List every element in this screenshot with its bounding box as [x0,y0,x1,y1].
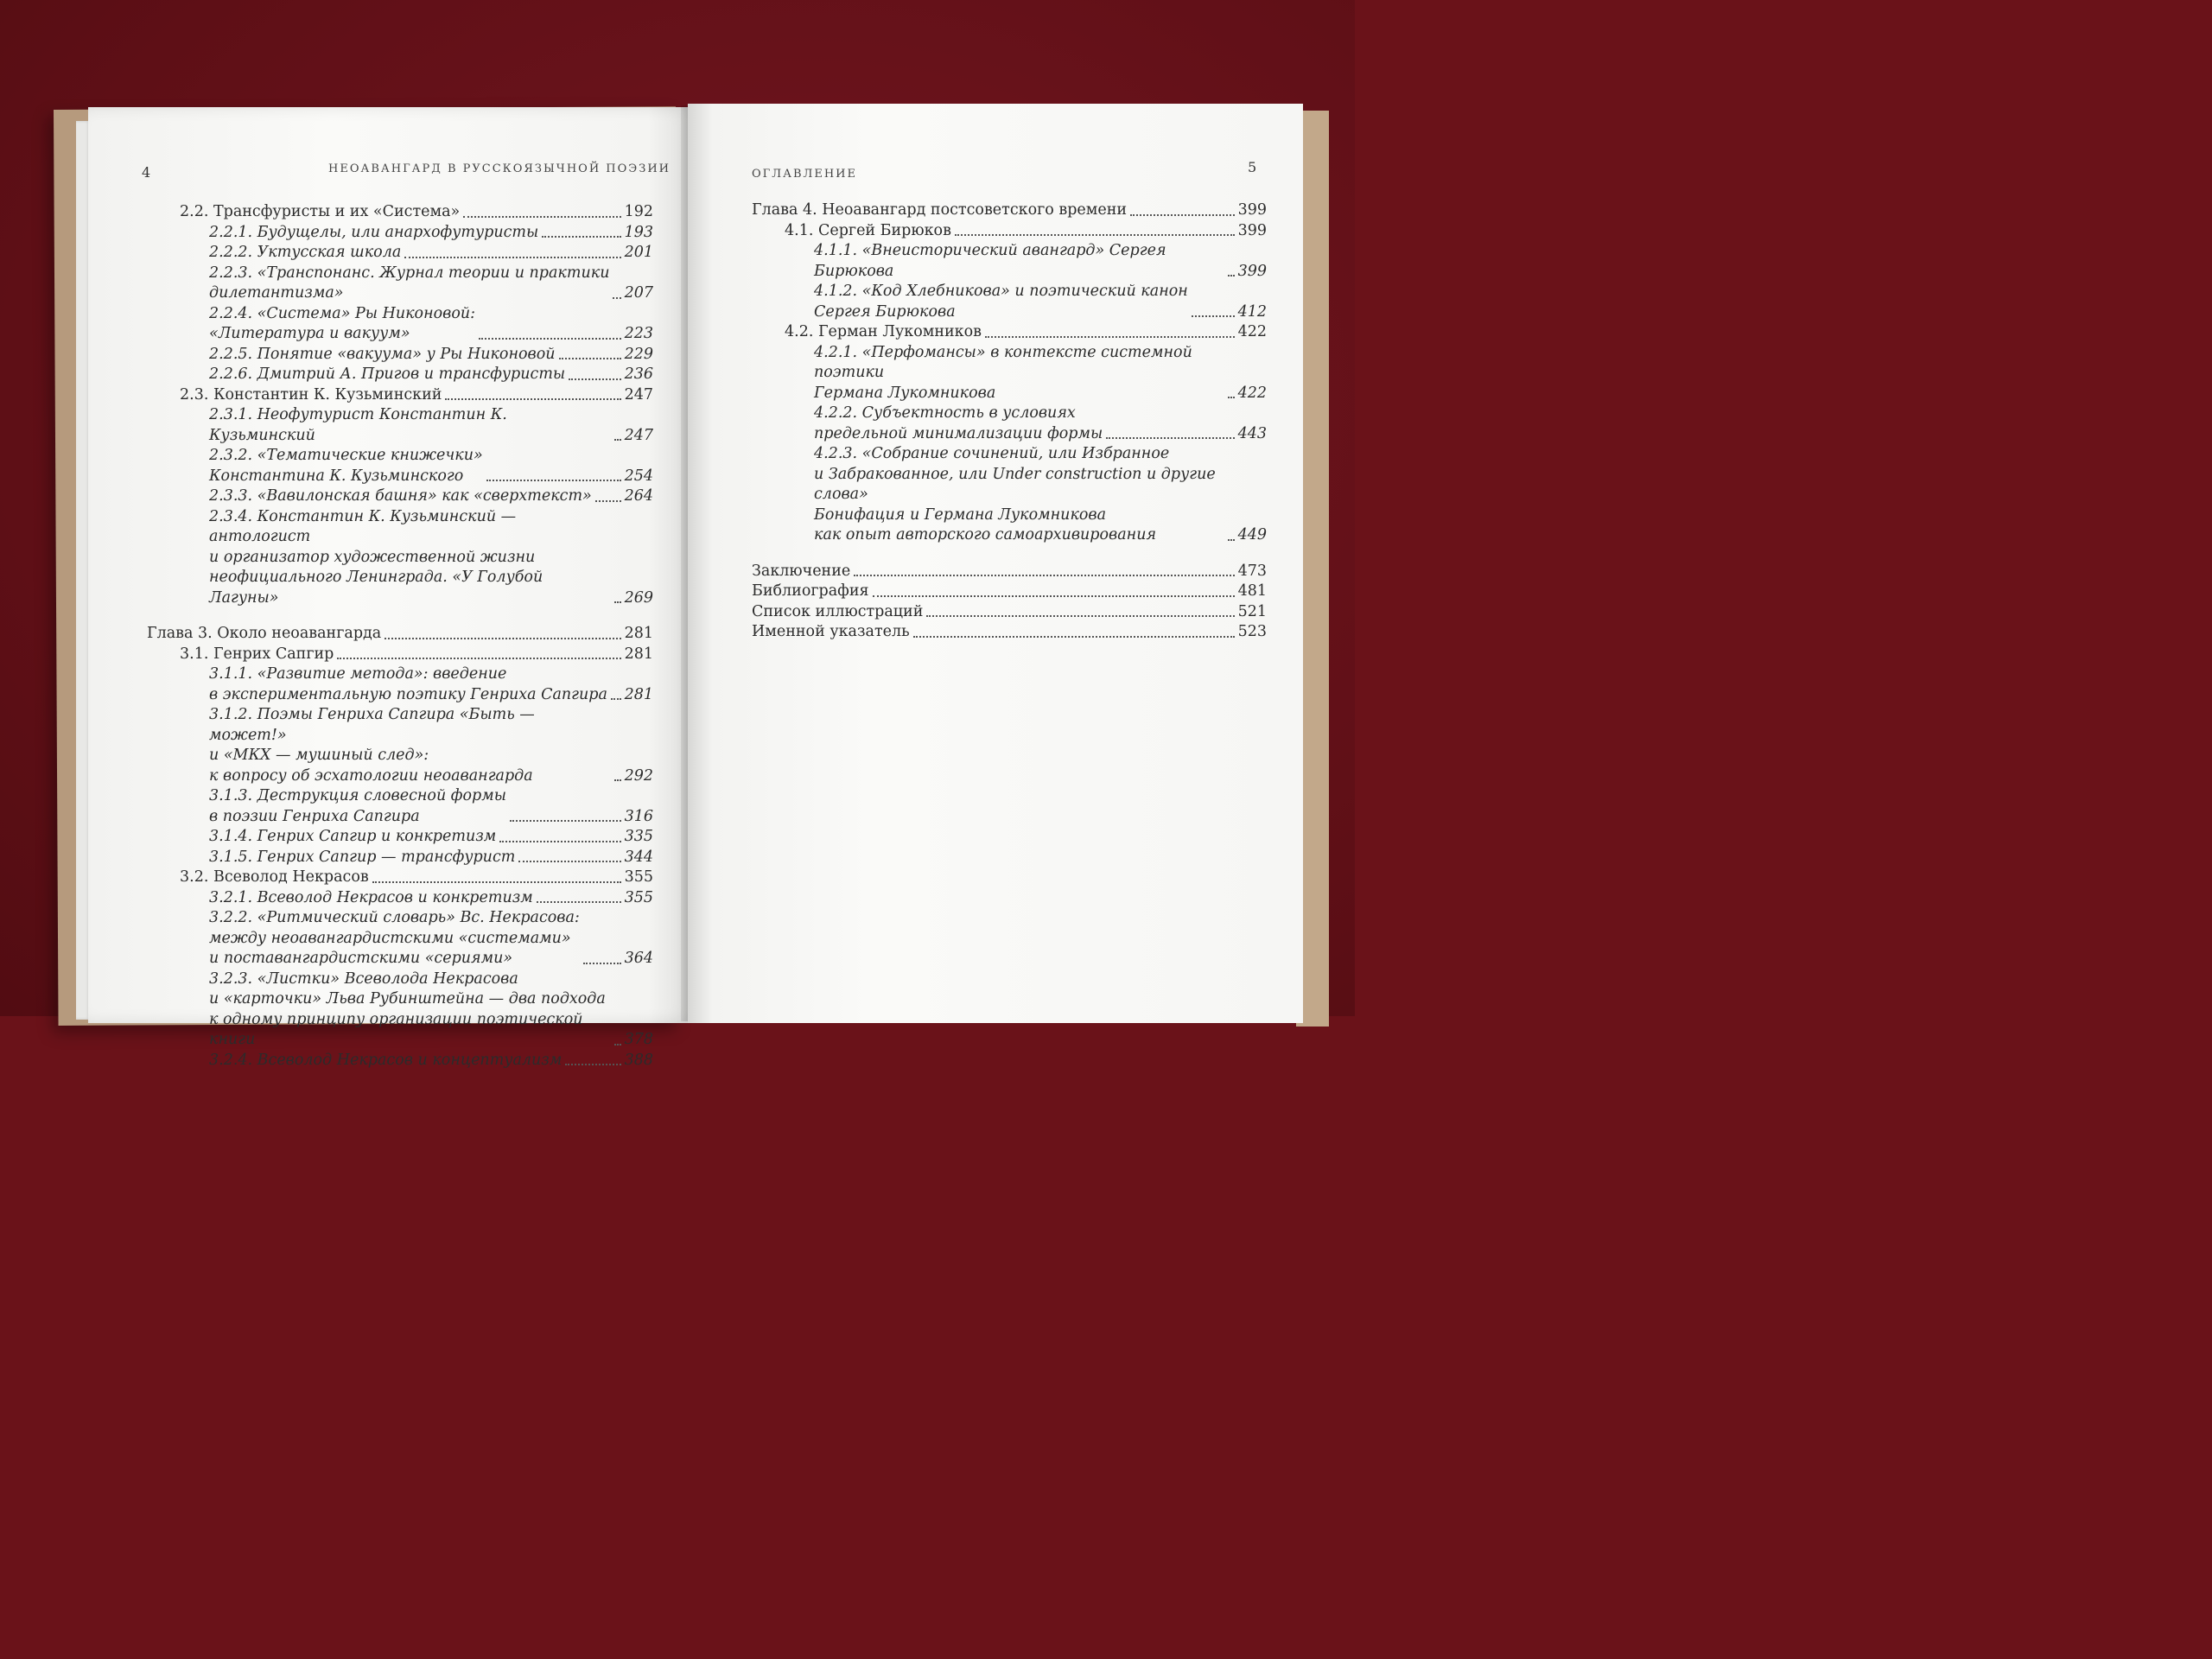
toc-entry-page: 281 [624,685,653,703]
dot-leader [1192,315,1235,317]
toc-entry [147,888,653,909]
toc-entry-page: 229 [624,345,653,363]
toc-entry [752,562,1267,582]
toc-entry [147,243,653,264]
dot-leader [583,963,621,964]
toc-entry-page: 281 [624,645,653,663]
toc-entry-title: 4.2. Герман Лукомников [785,323,982,340]
dot-leader [913,636,1235,638]
toc-entry [147,705,653,786]
toc-entry-title: 2.2.5. Понятие «вакуума» у Ры Никоновой [209,345,556,363]
dot-leader [518,861,620,862]
toc-entry [752,622,1267,643]
toc-entry [752,582,1267,602]
toc-entry-page: 344 [624,848,653,866]
toc-entry-title: 2.3.3. «Вавилонская башня» как «сверхтекст» [209,487,592,505]
dot-leader [463,216,620,218]
toc-entry-title: 2.3.4. Константин К. Кузьминский — антологист и организатор художественной жизни неофициального Ленинграда. «У Голубой Лагуны» [209,507,543,607]
toc-entry [752,404,1267,444]
toc-entry-title: 4.1.2. «Код Хлебникова» и поэтический канон Сергея Бирюкова [814,283,1188,321]
toc-entry-title: 2.3.1. Неофутурист Константин К. Кузьминский [209,406,507,444]
toc-entry-title: Библиография [752,582,869,600]
dot-leader [499,841,620,842]
toc-entry-title: Глава 4. Неоавангард постсоветского времени [752,201,1128,219]
dot-leader [873,595,1235,597]
toc-entry-page: 201 [624,244,653,261]
toc-entry-page: 399 [1237,201,1267,219]
toc-entry [147,446,653,486]
right-page [688,104,1303,1023]
toc-entry-title: 3.1.2. Поэмы Генриха Сапгира «Быть — может!» и «МКХ — мушиный след»: к вопросу об эсхатологии неоавангарда [209,706,535,785]
toc-entry-page: 193 [624,223,653,241]
toc-entry [147,624,653,645]
toc-entry [147,786,653,827]
dot-leader [595,500,621,502]
toc-entry-page: 264 [624,487,653,505]
dot-leader [614,439,621,441]
toc-entry-title: 3.1.3. Деструкция словесной формы в поэзии Генриха Сапгира [209,787,506,825]
toc-entry-title: 2.2.3. «Транспонанс. Журнал теории и практики дилетантизма» [209,264,610,302]
toc-entry [752,602,1267,623]
toc-entry-page: 422 [1237,323,1267,340]
toc-entry [752,343,1267,404]
toc-entry-title: 3.2.4. Всеволод Некрасов и концептуализм [209,1051,563,1069]
toc-entry-title: 3.2.2. «Ритмический словарь» Вс. Некрасова: между неоавангардистскими «системами» и поставангардистскими «сериями» [209,909,580,967]
toc-entry-title: 3.2.3. «Листки» Всеволода Некрасова и «карточки» Льва Рубинштейна — два подхода к одному принципу организации поэтической книги [209,969,606,1048]
toc-entry-page: 335 [624,828,653,845]
toc-entry-page: 292 [624,766,653,785]
toc-entry-title: Глава 3. Около неоавангарда [147,625,382,642]
dot-leader [1228,397,1235,398]
toc-entry-page: 422 [1237,384,1267,402]
toc-entry-title: 2.2.6. Дмитрий А. Пригов и трансфуристы [209,365,566,383]
dot-leader [614,1044,621,1046]
toc-entry [147,868,653,888]
toc-entry [752,322,1267,343]
toc-entry-title: Заключение [752,562,851,580]
dot-leader [445,398,620,400]
dot-leader [404,257,620,258]
toc-entry-page: 364 [624,950,653,967]
toc-entry-page: 192 [624,203,653,220]
toc-entry-page: 247 [624,426,653,444]
toc-entry-title: 3.1.4. Генрих Сапгир и конкретизм [209,828,497,845]
table-of-contents-left [147,202,653,1071]
toc-entry-title: 4.2.3. «Собрание сочинений, или Избранное и Забракованное, или Under construction и другие слова» Бонифация и Германа Лукомникова как опыт авторского самоархивирования [814,445,1216,543]
dot-leader [537,901,621,903]
toc-entry [147,264,653,304]
dot-leader [1228,275,1235,276]
toc-entry [147,223,653,244]
dot-leader [372,881,621,883]
toc-entry [147,385,653,406]
page-number: 4 [142,164,151,181]
toc-entry-title: 2.2. Трансфуристы и их «Система» [180,203,461,220]
toc-entry-title: 3.2.1. Всеволод Некрасов и конкретизм [209,888,533,906]
toc-entry-title: Список иллюстраций [752,602,924,620]
toc-entry-title: 3.1.5. Генрих Сапгир — трансфурист [209,848,516,866]
toc-entry-title: 2.3.2. «Тематические книжечки» Константина К. Кузьминского [209,447,483,485]
dot-leader [542,236,620,238]
toc-entry-title: 3.1. Генрих Сапгир [180,645,334,663]
toc-entry [752,444,1267,546]
dot-leader [486,480,621,481]
dot-leader [1228,539,1235,541]
dot-leader [613,297,620,299]
page-number: 5 [1248,159,1257,175]
left-page [88,107,697,1069]
dot-leader [1130,214,1235,216]
dot-leader [614,779,621,781]
toc-entry-title: 2.2.2. Уктусская школа [209,244,402,261]
dot-leader [955,234,1235,236]
toc-entry-title: 3.1.1. «Развитие метода»: введение в экспериментальную поэтику Генриха Сапгира [209,665,607,703]
toc-entry-page: 254 [624,467,653,485]
toc-entry-title: Именной указатель [752,623,910,640]
toc-entry [147,848,653,868]
toc-entry [147,486,653,507]
toc-entry-page: 521 [1237,602,1267,620]
toc-entry-page: 443 [1237,424,1267,442]
toc-entry-page: 355 [624,888,653,906]
dot-leader [337,658,620,659]
toc-entry [147,365,653,385]
dot-leader [559,358,621,359]
toc-entry-page: 247 [624,385,653,404]
dot-leader [985,336,1235,338]
toc-entry [147,507,653,609]
table-of-contents-right [752,200,1267,643]
running-head: НЕОАВАНГАРД В РУССКОЯЗЫЧНОЙ ПОЭЗИИ [328,162,671,175]
toc-entry-page: 388 [624,1051,653,1069]
dot-leader [479,338,621,340]
toc-entry [752,221,1267,242]
dot-leader [854,575,1234,576]
toc-entry-page: 236 [624,365,653,383]
toc-entry [147,969,653,1051]
toc-entry [752,241,1267,282]
dot-leader [569,378,620,380]
toc-entry-title: 2.3. Константин К. Кузьминский [180,385,442,404]
toc-entry-page: 269 [624,588,653,607]
dot-leader [510,820,621,822]
toc-entry-page: 449 [1237,526,1267,543]
toc-entry-title: 3.2. Всеволод Некрасов [180,868,369,886]
dot-leader [565,1064,620,1065]
toc-entry-page: 355 [624,868,653,886]
toc-entry-page: 281 [624,625,653,642]
toc-entry-title: 4.2.2. Субъектность в условиях предельной минимализации формы [814,404,1103,442]
toc-entry-page: 412 [1237,302,1267,321]
toc-entry [147,664,653,705]
toc-entry [147,405,653,446]
dot-leader [611,698,621,700]
toc-entry-title: 2.2.4. «Система» Ры Никоновой: «Литература и вакуум» [209,304,476,342]
toc-entry [752,282,1267,322]
toc-entry-title: 2.2.1. Будущелы, или анархофутуристы [209,223,539,241]
running-head: ОГЛАВЛЕНИЕ [752,168,858,181]
toc-entry [147,827,653,848]
toc-entry [147,908,653,969]
toc-entry [147,1051,653,1071]
toc-entry-page: 481 [1237,582,1267,600]
dot-leader [614,601,621,603]
toc-entry-page: 473 [1237,562,1267,580]
toc-entry-page: 399 [1237,221,1267,239]
toc-entry [147,345,653,365]
dot-leader [926,615,1234,617]
toc-entry-page: 223 [624,325,653,342]
toc-entry [147,202,653,223]
toc-entry-page: 523 [1237,623,1267,640]
toc-entry-title: 4.1.1. «Внеисторический авангард» Сергея Бирюкова [814,242,1166,280]
toc-entry-title: 4.1. Сергей Бирюков [785,221,951,239]
toc-entry-page: 399 [1237,262,1267,280]
dot-leader [1106,437,1234,439]
toc-entry-title: 4.2.1. «Перфомансы» в контексте системной поэтики Германа Лукомникова [814,343,1192,402]
toc-entry-page: 316 [624,807,653,825]
dot-leader [385,638,620,639]
toc-entry-page: 378 [624,1031,653,1048]
toc-entry [752,200,1267,221]
toc-entry-page: 207 [624,284,653,302]
toc-entry [147,645,653,665]
toc-entry [147,304,653,345]
